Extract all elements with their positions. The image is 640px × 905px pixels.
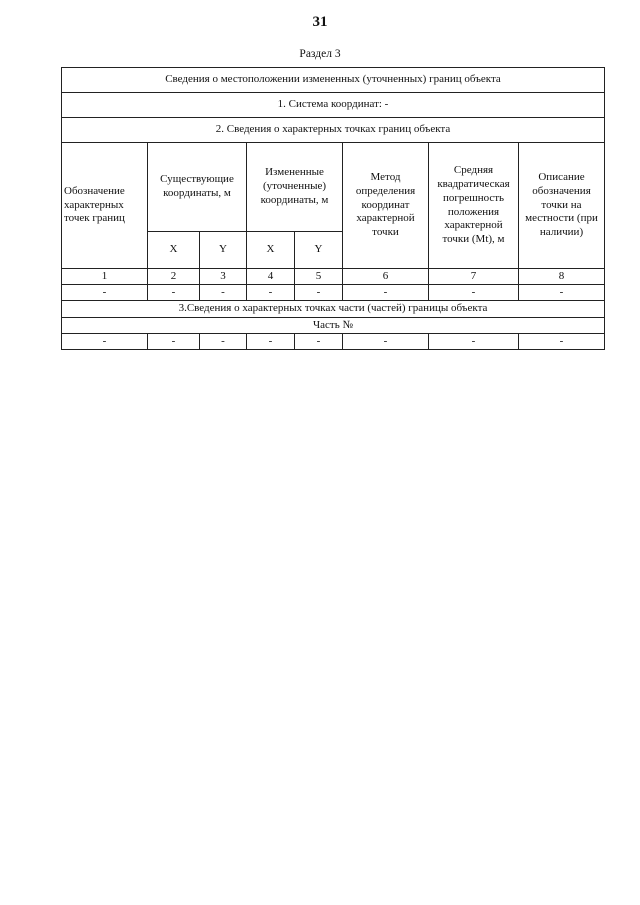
header-method: Метод определения координат характерной точки bbox=[343, 143, 429, 269]
table-cell: - bbox=[429, 285, 519, 301]
points-heading-row: 2. Сведения о характерных точках границ объекта bbox=[62, 118, 605, 143]
column-number-row bbox=[62, 269, 605, 285]
part-heading-row: 3.Сведения о характерных точках части (частей) границы объекта bbox=[62, 301, 605, 318]
table-title: Сведения о местоположении измененных (уточненных) границ объекта bbox=[62, 68, 605, 93]
header-y-changed: Y bbox=[295, 232, 343, 269]
table-cell: - bbox=[343, 334, 429, 350]
coord-system-row: 1. Система координат: - bbox=[62, 93, 605, 118]
table-cell: - bbox=[62, 334, 148, 350]
header-accuracy: Средняя квадратическая погрешность положения характерной точки (Mt), м bbox=[429, 143, 519, 269]
table-cell: - bbox=[247, 334, 295, 350]
header-x-changed: X bbox=[247, 232, 295, 269]
table-row bbox=[62, 334, 605, 350]
column-number: 4 bbox=[247, 269, 295, 285]
header-designation: Обозначение характерных точек границ bbox=[62, 143, 148, 269]
header-changed-coords: Измененные (уточненные) координаты, м bbox=[247, 143, 343, 232]
header-x-existing: X bbox=[148, 232, 200, 269]
column-number: 8 bbox=[519, 269, 605, 285]
page-number: 31 bbox=[312, 14, 328, 30]
section-title: Раздел 3 bbox=[299, 48, 341, 60]
header-existing-coords: Существующие координаты, м bbox=[148, 143, 247, 232]
table-cell: - bbox=[343, 285, 429, 301]
column-number: 1 bbox=[62, 269, 148, 285]
table-cell: - bbox=[247, 285, 295, 301]
column-number: 5 bbox=[295, 269, 343, 285]
table-cell: - bbox=[519, 334, 605, 350]
column-number: 3 bbox=[200, 269, 247, 285]
table-cell: - bbox=[200, 285, 247, 301]
table-row bbox=[62, 285, 605, 301]
table-cell: - bbox=[295, 334, 343, 350]
table-cell: - bbox=[429, 334, 519, 350]
table-cell: - bbox=[148, 334, 200, 350]
column-number: 2 bbox=[148, 269, 200, 285]
table-cell: - bbox=[519, 285, 605, 301]
table-cell: - bbox=[62, 285, 148, 301]
column-number: 7 bbox=[429, 269, 519, 285]
part-number-row: Часть № bbox=[62, 318, 605, 334]
header-y-existing: Y bbox=[200, 232, 247, 269]
table-cell: - bbox=[148, 285, 200, 301]
table-cell: - bbox=[200, 334, 247, 350]
column-number: 6 bbox=[343, 269, 429, 285]
table-cell: - bbox=[295, 285, 343, 301]
boundary-table bbox=[61, 67, 605, 350]
header-description: Описание обозначения точки на местности (при наличии) bbox=[519, 143, 605, 269]
